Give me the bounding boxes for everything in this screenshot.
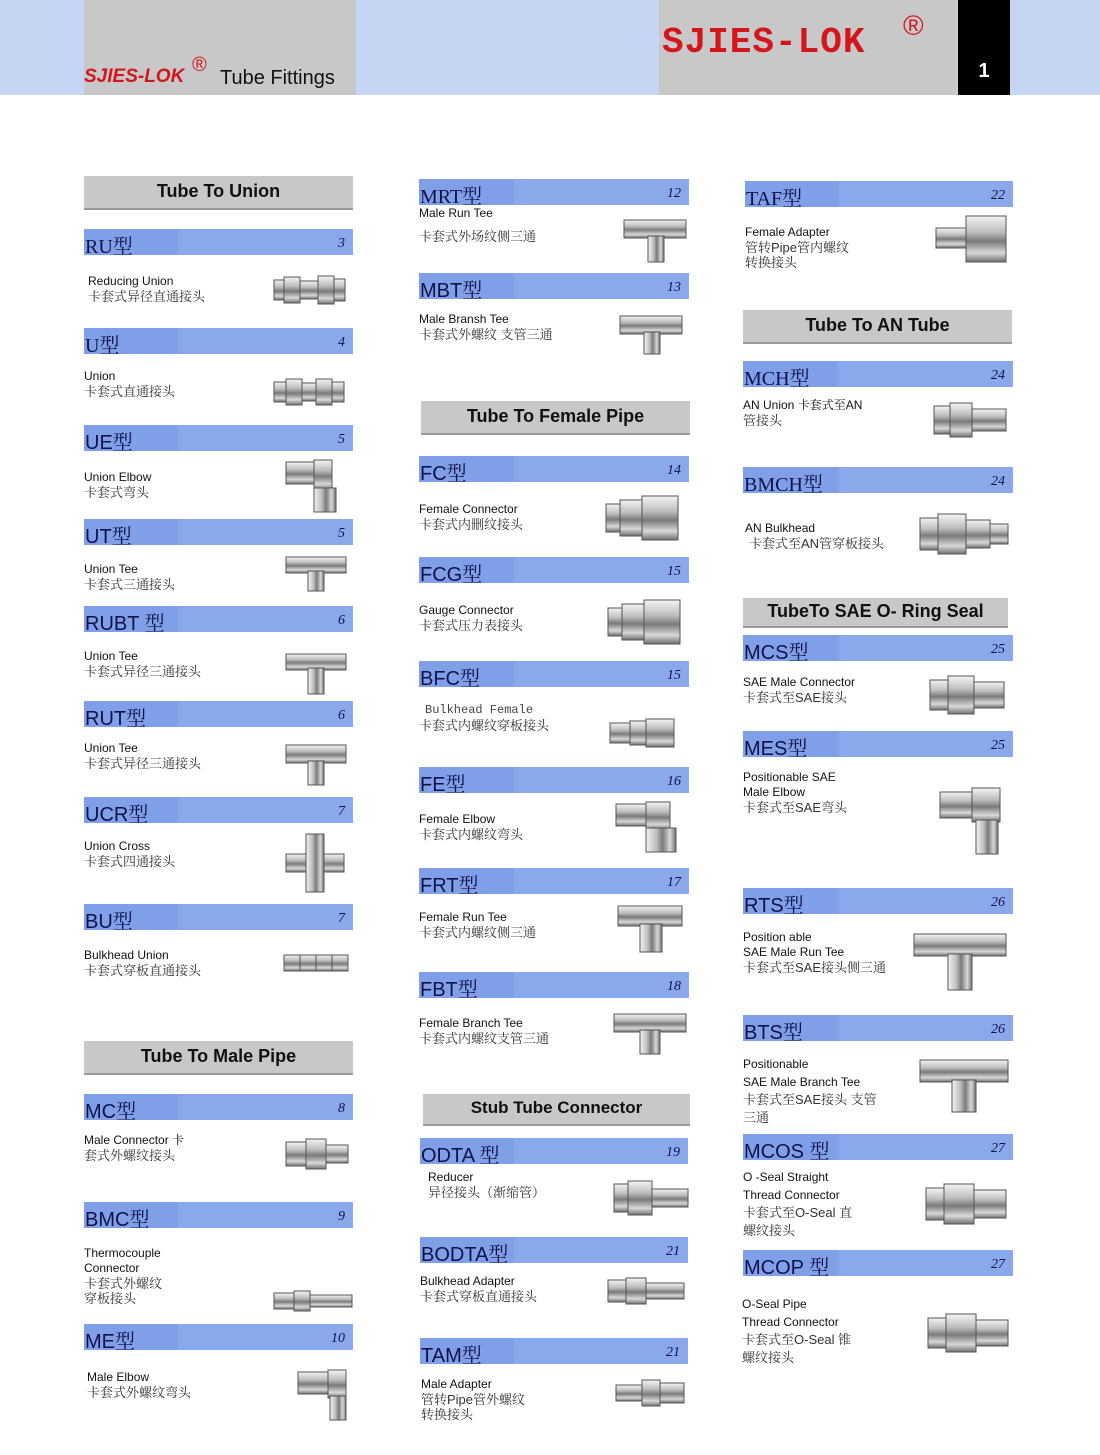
item-page: 10 xyxy=(331,1331,345,1346)
item-desc-mc: Male Connector 卡 套式外螺纹接头 xyxy=(84,1133,185,1163)
item-code: ME型 xyxy=(85,1331,135,1353)
item-page: 22 xyxy=(991,188,1005,203)
item-page: 19 xyxy=(666,1145,680,1160)
item-bar-mes[interactable] xyxy=(743,731,1013,760)
item-page: 18 xyxy=(667,979,681,994)
item-bar-mcos[interactable] xyxy=(743,1134,1013,1163)
item-desc-bu: Bulkhead Union 卡套式穿板直通接头 xyxy=(84,948,202,978)
bulkhead-union-icon xyxy=(282,950,350,976)
item-page: 12 xyxy=(667,186,681,201)
bulkhead-adapter-icon xyxy=(606,1274,686,1308)
item-bar-frt[interactable] xyxy=(419,868,689,897)
male-elbow-icon xyxy=(296,1368,356,1424)
item-desc-mch: AN Union 卡套式至AN 管接头 xyxy=(743,398,863,428)
item-desc-rut: Union Tee 卡套式异径三通接头 xyxy=(84,741,202,771)
item-code: MC型 xyxy=(85,1101,137,1123)
item-bar-fe[interactable] xyxy=(419,767,689,796)
item-code: UE型 xyxy=(85,432,133,454)
item-bar-bmc[interactable] xyxy=(84,1202,353,1231)
item-desc-fbt: Female Branch Tee 卡套式内螺纹支管三通 xyxy=(419,1016,550,1046)
header-logo-registered-mark: ® xyxy=(903,10,924,41)
item-page: 14 xyxy=(667,463,681,478)
item-page: 21 xyxy=(666,1345,680,1360)
female-elbow-icon xyxy=(614,800,680,856)
item-code: TAM型 xyxy=(421,1345,482,1367)
positionable-sae-run-tee-icon xyxy=(912,928,1008,994)
item-bar-rut[interactable] xyxy=(84,701,353,730)
item-code: RUBT 型 xyxy=(85,613,165,635)
item-code: FCG型 xyxy=(420,564,483,586)
item-code: BU型 xyxy=(85,911,133,933)
item-page: 6 xyxy=(338,613,345,628)
item-desc-fe: Female Elbow 卡套式内螺纹弯头 xyxy=(419,812,524,842)
item-bar-taf[interactable] xyxy=(745,181,1013,210)
item-bar-mcop[interactable] xyxy=(743,1250,1013,1279)
item-bar-bodta[interactable] xyxy=(420,1237,688,1266)
item-desc-bfc: Bulkhead Female 卡套式内螺纹穿板接头 xyxy=(419,703,550,733)
union-icon xyxy=(272,375,347,409)
item-page: 21 xyxy=(666,1244,680,1259)
o-seal-pipe-connector-icon xyxy=(926,1310,1010,1356)
item-bar-fcg[interactable] xyxy=(419,557,689,586)
thermocouple-connector-icon xyxy=(272,1288,354,1314)
male-adapter-icon xyxy=(614,1376,686,1410)
item-page: 27 xyxy=(991,1257,1005,1272)
male-connector-icon xyxy=(284,1136,350,1172)
item-bar-mrt[interactable] xyxy=(419,179,689,208)
item-code: BFC型 xyxy=(420,668,480,690)
item-desc-mcos: O -Seal Straight Thread Connector 卡套式至O-Seal 直 螺纹接头 xyxy=(743,1170,853,1238)
item-desc-mbt: Male Bransh Tee 卡套式外螺纹 支管三通 xyxy=(419,312,553,342)
item-code: BTS型 xyxy=(744,1022,803,1044)
item-desc-ucr: Union Cross 卡套式四通接头 xyxy=(84,839,176,869)
male-branch-tee-icon xyxy=(618,312,684,356)
item-code: BODTA型 xyxy=(421,1244,509,1266)
item-page: 25 xyxy=(991,642,1005,657)
union-cross-icon xyxy=(284,832,346,894)
item-code: MBT型 xyxy=(420,280,483,302)
header-logo: SJIES-LOK xyxy=(662,22,866,63)
item-page: 15 xyxy=(667,668,681,683)
bulkhead-female-icon xyxy=(608,716,676,750)
reducing-union-tee-icon xyxy=(284,741,348,787)
item-bar-ut[interactable] xyxy=(84,519,353,548)
section-tube-to-union: Tube To Union xyxy=(84,176,353,210)
item-bar-u[interactable] xyxy=(84,328,353,357)
item-bar-ue[interactable] xyxy=(84,425,353,454)
sae-male-connector-icon xyxy=(928,672,1006,718)
item-bar-tam[interactable] xyxy=(420,1338,688,1367)
item-code: MCOP 型 xyxy=(744,1257,830,1279)
section-stub-tube-connector: Stub Tube Connector xyxy=(423,1094,690,1126)
item-code: MES型 xyxy=(744,738,808,760)
item-bar-mcs[interactable] xyxy=(743,635,1013,664)
item-code: RTS型 xyxy=(744,895,804,917)
header-subtitle: Tube Fittings xyxy=(220,67,335,89)
item-desc-bts: Positionable SAE Male Branch Tee 卡套式至SAE接头 支管 三通 xyxy=(743,1057,877,1125)
item-page: 5 xyxy=(338,526,345,541)
item-desc-tam: Male Adapter 管转Pipe管外螺纹 转换接头 xyxy=(421,1377,526,1422)
item-desc-ru: Reducing Union 卡套式异径直通接头 xyxy=(88,274,206,304)
item-page: 7 xyxy=(338,804,345,819)
item-bar-odta[interactable] xyxy=(420,1138,688,1167)
item-desc-odta: Reducer 异径接头（渐缩管） xyxy=(428,1170,546,1200)
item-code: MCOS 型 xyxy=(744,1141,830,1163)
item-bar-mc[interactable] xyxy=(84,1094,353,1123)
section-tube-to-male-pipe: Tube To Male Pipe xyxy=(84,1041,353,1075)
female-branch-tee-icon xyxy=(612,1010,688,1056)
item-code: BMCH型 xyxy=(744,474,823,496)
female-adapter-icon xyxy=(934,214,1008,264)
item-code: RUT型 xyxy=(85,708,147,730)
item-page: 26 xyxy=(991,1022,1005,1037)
item-page: 24 xyxy=(991,368,1005,383)
union-elbow-icon xyxy=(284,458,344,516)
item-bar-bts[interactable] xyxy=(743,1015,1013,1044)
item-code: FRT型 xyxy=(420,875,479,897)
item-page: 26 xyxy=(991,895,1005,910)
reducing-union-icon xyxy=(272,272,347,308)
item-bar-ru[interactable] xyxy=(84,229,353,258)
item-desc-mcop: O-Seal Pipe Thread Connector 卡套式至O-Seal 锥 螺纹接头 xyxy=(742,1297,852,1365)
item-page: 16 xyxy=(667,774,681,789)
item-page: 17 xyxy=(667,875,681,890)
item-page: 13 xyxy=(667,280,681,295)
item-desc-mes: Positionable SAE Male Elbow 卡套式至SAE弯头 xyxy=(743,770,848,815)
section-tube-to-sae-o-ring-seal: TubeTo SAE O- Ring Seal xyxy=(743,598,1008,628)
page-number: 1 xyxy=(978,60,990,82)
item-bar-ucr[interactable] xyxy=(84,797,353,826)
male-run-tee-icon xyxy=(622,216,688,264)
reducing-union-branch-tee-icon xyxy=(284,648,348,696)
item-code: MCH型 xyxy=(744,368,810,390)
gauge-connector-icon xyxy=(606,598,682,648)
item-page: 5 xyxy=(338,432,345,447)
item-page: 6 xyxy=(338,708,345,723)
item-bar-mbt[interactable] xyxy=(419,273,689,302)
item-bar-me[interactable] xyxy=(84,1324,353,1353)
item-bar-fc[interactable] xyxy=(419,456,689,485)
item-code: U型 xyxy=(85,335,120,357)
section-tube-to-an-tube: Tube To AN Tube xyxy=(743,310,1012,344)
item-page: 24 xyxy=(991,474,1005,489)
item-code: ODTA 型 xyxy=(421,1145,500,1167)
header-brand: SJIES-LOK xyxy=(84,66,185,87)
item-bar-bu[interactable] xyxy=(84,904,353,933)
item-bar-rts[interactable] xyxy=(743,888,1013,917)
item-bar-rubt[interactable] xyxy=(84,606,353,635)
positionable-sae-male-elbow-icon xyxy=(938,786,1010,858)
item-code: MCS型 xyxy=(744,642,809,664)
item-desc-ut: Union Tee 卡套式三通接头 xyxy=(84,562,176,592)
item-page: 7 xyxy=(338,911,345,926)
item-desc-me: Male Elbow 卡套式外螺纹弯头 xyxy=(87,1370,192,1400)
item-code: BMC型 xyxy=(85,1209,150,1231)
item-desc-mcs: SAE Male Connector 卡套式至SAE接头 xyxy=(743,675,856,705)
item-desc-ue: Union Elbow 卡套式弯头 xyxy=(84,470,152,500)
item-desc-mrt: Male Run Tee 卡套式外场纹侧三通 xyxy=(419,206,537,244)
item-page: 15 xyxy=(667,564,681,579)
item-page: 4 xyxy=(338,335,345,350)
an-bulkhead-icon xyxy=(918,510,1010,558)
item-desc-frt: Female Run Tee 卡套式内螺纹侧三通 xyxy=(419,910,537,940)
item-desc-bmch: AN Bulkhead 卡套式至AN管穿板接头 xyxy=(745,521,885,551)
item-desc-rts: Position able SAE Male Run Tee 卡套式至SAE接头侧三通 xyxy=(743,930,887,975)
reducer-icon xyxy=(612,1178,690,1218)
item-bar-fbt[interactable] xyxy=(419,972,689,1001)
section-tube-to-female-pipe: Tube To Female Pipe xyxy=(421,401,690,435)
item-bar-mch[interactable] xyxy=(743,361,1013,390)
item-desc-fc: Female Connector 卡套式内刪纹接头 xyxy=(419,502,524,532)
union-tee-icon xyxy=(284,553,348,593)
female-run-tee-icon xyxy=(616,902,684,954)
item-desc-bodta: Bulkhead Adapter 卡套式穿板直通接头 xyxy=(420,1274,538,1304)
item-desc-u: Union 卡套式直通接头 xyxy=(84,369,176,399)
female-connector-icon xyxy=(604,494,680,544)
item-desc-bmc: Thermocouple Connector 卡套式外螺纹 穿板接头 xyxy=(84,1246,163,1306)
item-code: FC型 xyxy=(420,463,467,485)
item-bar-bmch[interactable] xyxy=(743,467,1013,496)
item-desc-taf: Female Adapter 管转Pipe管内螺纹 转换接头 xyxy=(745,225,850,270)
item-desc-fcg: Gauge Connector 卡套式压力表接头 xyxy=(419,603,524,633)
item-bar-bfc[interactable] xyxy=(419,661,689,690)
item-page: 8 xyxy=(338,1101,345,1116)
item-page: 27 xyxy=(991,1141,1005,1156)
positionable-sae-branch-tee-icon xyxy=(918,1054,1010,1116)
an-union-icon xyxy=(932,400,1008,440)
item-code: RU型 xyxy=(85,236,133,258)
item-desc-rubt: Union Tee 卡套式异径三通接头 xyxy=(84,649,202,679)
item-page: 25 xyxy=(991,738,1005,753)
header-registered-mark: ® xyxy=(192,54,207,76)
item-code: FBT型 xyxy=(420,979,478,1001)
item-code: MRT型 xyxy=(420,186,483,208)
o-seal-straight-connector-icon xyxy=(924,1180,1008,1228)
item-code: UCR型 xyxy=(85,804,149,826)
item-code: TAF型 xyxy=(746,188,803,210)
item-page: 9 xyxy=(338,1209,345,1224)
item-code: UT型 xyxy=(85,526,132,548)
item-code: FE型 xyxy=(420,774,466,796)
item-page: 3 xyxy=(338,236,345,251)
